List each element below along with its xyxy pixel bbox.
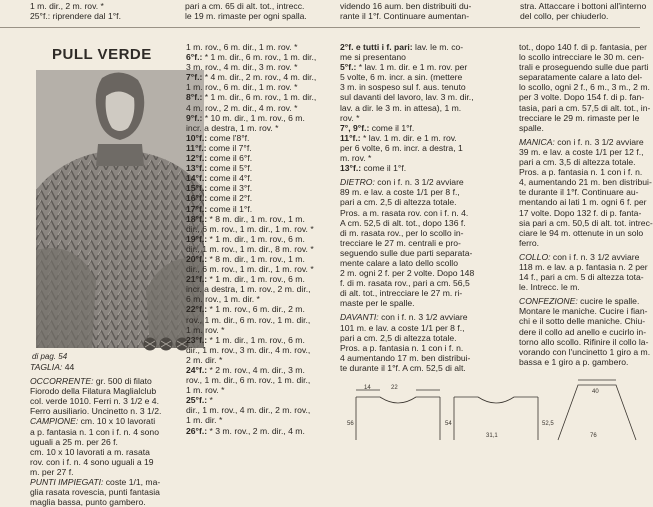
text-line: rante il 1°f. Continuare aumentan- — [340, 11, 470, 21]
inline-heading: 22°f.: — [186, 304, 208, 315]
text-line: 22°f.: * 1 m. rov., 6 m. dir., 2 m. — [186, 304, 305, 315]
inline-heading: 26°f.: — [186, 425, 208, 436]
schematic-label: 31,1 — [486, 433, 498, 439]
text-line: di m. rasata rov., per lo scollo in- — [340, 227, 464, 238]
garment-schematic — [346, 381, 640, 440]
text-line: bassa e 1 giro a p. gambero. — [519, 356, 629, 367]
text-line: stra. Attaccare i bottoni all'interno — [520, 1, 647, 11]
text-line: 4 aumentando 17 m. ben distribui- — [340, 352, 471, 363]
inline-heading: 13°f.: — [186, 163, 208, 174]
text-line: mente calare a lato dello scollo — [340, 257, 458, 268]
text-line: 12°f.: come il 6°f. — [186, 153, 253, 164]
text-line: 1 m. dir., 2 m. rov. * — [30, 1, 104, 11]
text-line: dir., 1 m. rov., 3 m. dir., 4 m. rov., — [186, 344, 311, 355]
text-line: 17 volte. Dopo 132 f. di p. fanta- — [519, 207, 642, 218]
text-line: mentando ai lati 1 m. ogni 6 f. per — [519, 197, 647, 208]
text-line: ciare le 94 m. ottenute in un solo — [519, 227, 644, 238]
text-line: Pros. a p. fantasia n. 1 con i f. n. — [519, 167, 643, 178]
text-line: tot., dopo 140 f. di p. fantasia, per — [519, 42, 648, 52]
text-line: lo scollo, ogni 2 f., 6 m., 3 m., 2 m. — [519, 82, 650, 93]
text-line: di alt. tot., intrecciare le 27 m. ri- — [340, 288, 463, 299]
text-line: me si presentano — [340, 52, 406, 63]
text-line: CAMPIONE: cm. 10 x 10 lavorati — [30, 416, 156, 427]
inline-heading: 7°f.: — [186, 72, 203, 83]
text-line: 25°f.: riprendere dal 1°f. — [30, 11, 121, 21]
text-line: 118 m. e lav. a p. fantasia n. 2 per — [519, 261, 648, 272]
text-line: CONFEZIONE: cucire le spalle. — [519, 296, 640, 307]
text-line: te durante il 1°f. A cm. 52,5 di alt. — [340, 362, 466, 373]
text-line: le 19 m. rimaste per ogni spalla. — [185, 11, 307, 21]
text-line: 13°f.: come il 1°f. — [340, 163, 407, 174]
text-line: m. per 27 f. — [30, 466, 74, 477]
text-line: 11°f.: come il 7°f. — [186, 142, 252, 153]
text-line: glia rasata rovescia, punti fantasia — [30, 487, 160, 498]
inline-heading: MANICA: — [519, 136, 555, 147]
text-line: 8°f.: * 1 m. dir., 6 m. rov., 1 m. dir., — [186, 92, 317, 103]
text-line: incr. a destra, 1 m. rov., 2 m. dir., — [186, 284, 311, 295]
text-line: te durante il 1°f. Continuare au- — [519, 187, 639, 198]
text-line: 2 m. ogni 2 f. per 2 volte. Dopo 148 — [340, 268, 475, 279]
text-line: spalle. — [519, 122, 544, 133]
text-line: per 6 volte, 6 m. incr. a destra, 1 — [340, 142, 463, 153]
text-line: f. di m. rasata rov., pari a cm. 56,5 — [340, 278, 470, 289]
text-line: incr. a destra, 1 m. rov. * — [186, 122, 279, 133]
text-line: 1 m. dir. * — [186, 415, 223, 426]
inline-heading: 14°f.: — [186, 173, 208, 184]
sweater-photo-graphic — [36, 70, 204, 348]
text-column-1 — [30, 362, 161, 507]
text-line: dir., 1 m. rov., 4 m. dir., 2 m. rov., — [186, 405, 311, 416]
text-line: 13°f.: come il 5°f. — [186, 163, 253, 174]
inline-heading: 16°f.: — [186, 193, 208, 204]
inline-heading: COLLO: — [519, 251, 551, 262]
text-line: 5 volte, 6 m. incr. a sin. (mettere — [340, 72, 463, 83]
text-line: 9°f.: * 10 m. dir., 1 m. rov., 6 m. — [186, 112, 305, 123]
text-column-3 — [340, 42, 474, 373]
text-line: Ferro ausiliario. Uncinetto n. 3 1/2. — [30, 406, 162, 417]
text-column-2 — [186, 42, 316, 436]
text-line: 3 m. in sospeso sul f. aus. tenuto — [340, 82, 466, 93]
inline-heading: 15°f.: — [186, 183, 208, 194]
inline-heading: 23°f.: — [186, 334, 208, 345]
schematic-label: 56 — [347, 421, 354, 427]
inline-heading: 13°f.: — [340, 163, 362, 174]
text-line: 26°f.: * 3 m. rov., 2 m. dir., 4 m. — [186, 425, 305, 436]
text-line: 1 m. rov., 6 m. dir., 1 m. rov. * — [186, 82, 298, 93]
text-line: rov. * — [340, 112, 360, 123]
text-line: a p. fantasia n. 1 con i f. n. 4 sono — [30, 426, 159, 437]
inline-heading: CONFEZIONE: — [519, 296, 578, 307]
text-line: dir., 6 m. rov., 1 m. dir., 1 m. rov. * — [186, 223, 314, 234]
inline-heading: 5°f.: — [340, 62, 357, 73]
text-line: 2 m. dir. * — [186, 354, 223, 365]
text-line: del collo, per chiuderlo. — [520, 11, 609, 21]
pattern-title: PULL VERDE — [52, 46, 152, 63]
text-line: DIETRO: con i f. n. 3 1/2 avviare — [340, 177, 464, 188]
text-line: per 3 volte. Dopo 154 f. di p. fan- — [519, 92, 645, 103]
text-line: maste per le spalle. — [340, 298, 415, 309]
text-line: videndo 16 aum. ben distribuiti du- — [340, 1, 472, 11]
text-line: sia pari a cm. 50,5 di alt. tot. intrec- — [519, 217, 653, 228]
text-line: 19°f.: * 1 m. dir., 1 m. rov., 6 m. — [186, 233, 305, 244]
text-line: trali e proseguendo sulle due parti — [519, 62, 649, 73]
text-line: maglia bassa, punto gambero. — [30, 497, 146, 507]
inline-heading: 2°f. e tutti i f. pari: — [340, 42, 413, 52]
sweater-photo — [36, 70, 204, 348]
text-line: Pros. a m. rasata rov. con i f. n. 4. — [340, 207, 469, 218]
text-line: OCCORRENTE: gr. 500 di filato — [30, 376, 152, 387]
text-line: dir., 6 m. rov., 1 m. dir., 1 m. rov. * — [186, 264, 314, 275]
inline-heading: 11°f.: — [186, 142, 207, 153]
text-column-4 — [519, 42, 653, 367]
text-line: le. Intrecc. le m. — [519, 282, 580, 293]
text-line: 7°f.: * 4 m. dir., 2 m. rov., 4 m. dir., — [186, 72, 317, 83]
text-line: 15°f.: come il 3°f. — [186, 183, 253, 194]
text-line: 1 m. rov. * — [186, 324, 225, 335]
inline-heading: 8°f.: — [186, 92, 203, 103]
text-line: TAGLIA: 44 — [30, 362, 75, 372]
text-line: pari a cm. 2,5 di altezza totale. — [340, 332, 457, 343]
text-line: 1 m. rov., 6 m. dir., 1 m. rov. * — [186, 42, 298, 52]
text-line: 4, aumentando 21 m. ben distribui- — [519, 177, 652, 188]
schematic-label: 14 — [364, 385, 371, 391]
text-line: trecciare le 27 m. centrali e pro- — [340, 237, 461, 248]
text-line: pari a cm. 2,5 di altezza totale. — [340, 197, 457, 208]
text-line: Montare le maniche. Cucire i fian- — [519, 306, 648, 317]
inline-heading: 17°f.: — [186, 203, 208, 214]
text-line: cm. 10 x 10 lavorati a m. rasata — [30, 446, 150, 457]
inline-heading: TAGLIA: — [30, 362, 63, 372]
text-line: lo scollo intrecciare le 30 m. cen- — [519, 52, 645, 63]
text-line: chi e il sotto delle maniche. Chiu- — [519, 316, 646, 327]
text-line: 39 m. e lav. a coste 1/1 per 12 f., — [519, 146, 644, 157]
text-line: 4 m. rov., 2 m. dir., 4 m. rov. * — [186, 102, 298, 113]
text-line: 6 m. rov., 1 m. dir. * — [186, 294, 260, 305]
text-line: pari a cm. 3,5 di altezza totale. — [519, 157, 636, 168]
text-line: dere il collo ad anello e cucirlo in- — [519, 326, 647, 337]
text-line: separatamente calare a lato del- — [519, 72, 643, 83]
text-line: 21°f.: * 1 m. dir., 1 m. rov., 6 m. — [186, 274, 305, 285]
inline-heading: DAVANTI: — [340, 312, 379, 323]
text-line: dir., 1 m. rov., 1 m. dir., 8 m. rov. * — [186, 243, 314, 254]
text-line: 14 f., pari a cm. 5 di altezza tota- — [519, 272, 644, 283]
text-line: Fiorodo della Filatura Maglialclub — [30, 386, 157, 397]
text-line: 1 m. rov. * — [186, 385, 225, 396]
text-line: 5°f.: * lav. 1 m. dir. e 1 m. rov. per — [340, 62, 468, 73]
text-line: PUNTI IMPIEGATI: coste 1/1, ma- — [30, 477, 161, 488]
inline-heading: 19°f.: — [186, 233, 208, 244]
text-line: seguendo sulle due parti separata- — [340, 247, 473, 258]
schematic-label: 54 — [445, 421, 452, 427]
text-line: MANICA: con i f. n. 3 1/2 avviare — [519, 136, 644, 147]
text-line: 10°f.: come l'8°f. — [186, 132, 250, 143]
inline-heading: 10°f.: — [186, 132, 208, 143]
text-line: trecciare le 29 m. rimaste per le — [519, 112, 640, 123]
text-line: 16°f.: come il 2°f. — [186, 193, 253, 204]
inline-heading: 7°, 9°f.: — [340, 122, 370, 133]
inline-heading: CAMPIONE: — [30, 416, 79, 427]
inline-heading: 11°f.: — [340, 132, 361, 143]
text-line: 18°f.: * 8 m. dir., 1 m. rov., 1 m. — [186, 213, 305, 224]
text-line: 6°f.: * 1 m. dir., 6 m. rov., 1 m. dir., — [186, 52, 317, 63]
text-line: 101 m. e lav. a coste 1/1 per 8 f., — [340, 322, 465, 333]
text-line: rov. con i f. n. 4 sono uguali a 19 — [30, 456, 154, 467]
text-line: COLLO: con i f. n. 3 1/2 avviare — [519, 251, 640, 262]
text-line: lav. a dir. le 3 m. in attesa), 1 m. — [340, 102, 462, 113]
text-line: ferro. — [519, 237, 540, 248]
text-line: rov., 1 m. dir., 6 m. rov., 1 m. dir., — [186, 375, 311, 386]
top-text-strip — [0, 0, 647, 24]
text-line: col. verde 1010. Ferri n. 3 1/2 e 4. — [30, 396, 159, 407]
inline-heading: 24°f.: — [186, 365, 208, 375]
inline-heading: PUNTI IMPIEGATI: — [30, 477, 104, 488]
inline-heading: 20°f.: — [186, 253, 208, 264]
schematic-label: 22 — [391, 385, 398, 391]
inline-heading: 18°f.: — [186, 213, 208, 224]
text-line: 20°f.: * 8 m. dir., 1 m. rov., 1 m. — [186, 253, 305, 264]
text-line: 24°f.: * 2 m. rov., 4 m. dir., 3 m. — [186, 365, 305, 375]
inline-heading: DIETRO: — [340, 177, 375, 188]
text-line: m. rov. * — [340, 153, 372, 164]
text-line: 11°f.: * lav. 1 m. dir. e 1 m. rov. — [340, 132, 457, 143]
schematic-label: 52,5 — [542, 421, 554, 427]
text-line: uguali a 25 m. per 26 f. — [30, 436, 118, 447]
text-line: vorando con l'uncinetto 1 giro a m. — [519, 346, 651, 357]
inline-heading: 12°f.: — [186, 153, 208, 164]
inline-heading: 9°f.: — [186, 112, 203, 123]
text-line: 7°, 9°f.: come il 1°f. — [340, 122, 415, 133]
inline-heading: 21°f.: — [186, 274, 208, 285]
text-line: DAVANTI: con i f. n. 3 1/2 avviare — [340, 312, 468, 323]
text-line: 25°f.: * — [186, 395, 213, 406]
text-line: torno allo scollo. Rifinire il collo la- — [519, 336, 649, 347]
inline-heading: 6°f.: — [186, 52, 203, 63]
photo-caption: di pag. 54 — [32, 352, 68, 361]
section-divider — [0, 27, 640, 28]
text-line: sul davanti del lavoro, lav. 3 m. dir., — [340, 92, 474, 103]
text-line: pari a cm. 65 di alt. tot., intrecc. — [185, 1, 305, 11]
schematic-label: 40 — [592, 389, 599, 395]
text-line: 2°f. e tutti i f. pari: lav. le m. co- — [340, 42, 464, 52]
text-line: 23°f.: * 1 m. dir., 1 m. rov., 6 m. — [186, 334, 305, 345]
text-line: 17°f.: come il 1°f. — [186, 203, 253, 214]
schematic-label: 76 — [590, 433, 597, 439]
inline-heading: 25°f.: — [186, 395, 208, 406]
text-line: Pros. a p. fantasia n. 1 con i f. n. — [340, 342, 464, 353]
text-line: 14°f.: come il 4°f. — [186, 173, 253, 184]
text-line: 3 m. rov., 4 m. dir., 3 m. rov. * — [186, 62, 298, 73]
inline-heading: OCCORRENTE: — [30, 376, 94, 387]
text-line: rov., 1 m. dir., 6 m. rov., 1 m. dir., — [186, 314, 311, 325]
text-line: 89 m. e lav. a coste 1/1 per 8 f., — [340, 187, 460, 198]
text-line: tasia, pari a cm. 57,5 di alt. tot., in- — [519, 102, 651, 113]
text-line: A cm. 52,5 di alt. tot., dopo 136 f. — [340, 217, 466, 228]
